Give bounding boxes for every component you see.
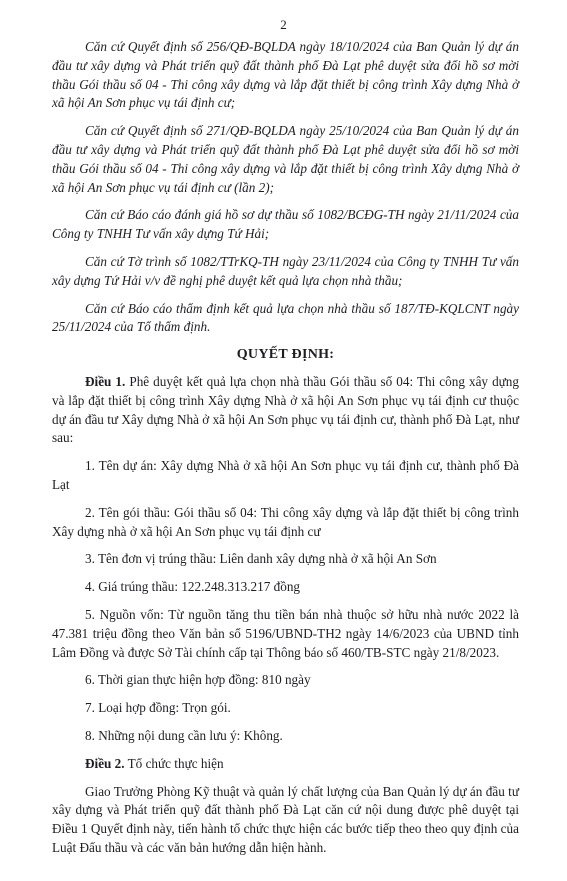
article-2-text: Tổ chức thực hiện (124, 755, 224, 771)
article-1-item-6: 6. Thời gian thực hiện hợp đồng: 810 ngày (85, 672, 311, 688)
article-1-text: Phê duyệt kết quả lựa chọn nhà thầu Gói thầu số 04: Thi công xây dựng và lắp đặt thiết bị công trình Xây dựng Nhà ở xã hội An Sơn phục vụ tái định cư thuộc dự án đầu tư Xây dựng Nhà ở xã hội An Sơn phục vụ tái định cư, thành phố Đà Lạt, như sau: (52, 373, 519, 446)
legal-bases (52, 38, 519, 337)
article-2-label: Điều 2. (85, 755, 125, 771)
page-number: 2 (280, 17, 287, 32)
legal-basis-5: Căn cứ Báo cáo thẩm định kết quả lựa chọn nhà thầu số 187/TĐ-KQLCNT ngày 25/11/2024 của Tổ thẩm định. (52, 300, 519, 335)
article-1-item-3: 3. Tên đơn vị trúng thầu: Liên danh xây dựng nhà ở xã hội An Sơn (85, 551, 437, 567)
article-1-item-1: 1. Tên dự án: Xây dựng Nhà ở xã hội An Sơn phục vụ tái định cư, thành phố Đà Lạt (52, 458, 519, 492)
article-1-item-4: 4. Giá trúng thầu: 122.248.313.217 đồng (85, 579, 301, 595)
legal-basis-1: Căn cứ Quyết định số 256/QĐ-BQLDA ngày 18/10/2024 của Ban Quản lý dự án đầu tư xây dựng và Phát triển quỹ đất thành phố Đà Lạt phê duyệt sửa đổi hồ sơ mời thầu Gói thầu số 04 - Thi công xây dựng và lắp đặt thiết bị công trình Xây dựng Nhà ở xã hội An Sơn phục vụ tái định cư; (52, 39, 519, 111)
article-1-item-2: 2. Tên gói thầu: Gói thầu số 04: Thi công xây dựng và lắp đặt thiết bị công trình Xây dựng nhà ở xã hội An Sơn phục vụ tái định cư (52, 504, 519, 539)
article-1-item-7: 7. Loại hợp đồng: Trọn gói. (85, 700, 231, 716)
legal-basis-2: Căn cứ Quyết định số 271/QĐ-BQLDA ngày 25/10/2024 của Ban Quản lý dự án đầu tư xây dựng và Phát triển quỹ đất thành phố Đà Lạt phê duyệt sửa đổi hồ sơ mời thầu Gói thầu số 04 - Thi công xây dựng và lắp đặt thiết bị công trình Xây dựng Nhà ở xã hội An Sơn phục vụ tái định cư (lần 2); (52, 123, 519, 195)
article-1-item-5: 5. Nguồn vốn: Từ nguồn tăng thu tiền bán nhà thuộc sở hữu nhà nước 2022 là 47.381 triệu đồng theo Văn bản số 5196/UBND-TH2 ngày 14/6/2023 của UBND tỉnh Lâm Đồng và được Sở Tài chính cấp tại Thông báo số 460/TB-STC ngày 21/8/2023. (52, 606, 519, 660)
article-2 (52, 755, 519, 774)
decision-heading: QUYẾT ĐỊNH: (236, 347, 335, 363)
legal-basis-4: Căn cứ Tờ trình số 1082/TTrKQ-TH ngày 23/11/2024 của Công ty TNHH Tư vấn xây dựng Tứ Hải v/v đề nghị phê duyệt kết quả lựa chọn nhà thầu; (52, 253, 519, 288)
closing-paragraph: Giao Trưởng Phòng Kỹ thuật và quản lý chất lượng của Ban Quản lý dự án đầu tư xây dựng và Phát triển quỹ đất thành phố Đà Lạt căn cứ nội dung được phê duyệt tại Điều 1 Quyết định này, tiến hành tổ chức thực hiện các bước tiếp theo theo quy định của Luật Đấu thầu và các văn bản hướng dẫn hiện hành. (52, 783, 519, 855)
article-1-item-8: 8. Những nội dung cần lưu ý: Không. (85, 727, 283, 743)
article-1-label: Điều 1. (85, 373, 126, 389)
article-1 (52, 373, 519, 448)
document-body (52, 38, 519, 858)
legal-basis-3: Căn cứ Báo cáo đánh giá hồ sơ dự thầu số 1082/BCĐG-TH ngày 21/11/2024 của Công ty TNHH Tư vấn xây dựng Tứ Hải; (52, 207, 519, 242)
